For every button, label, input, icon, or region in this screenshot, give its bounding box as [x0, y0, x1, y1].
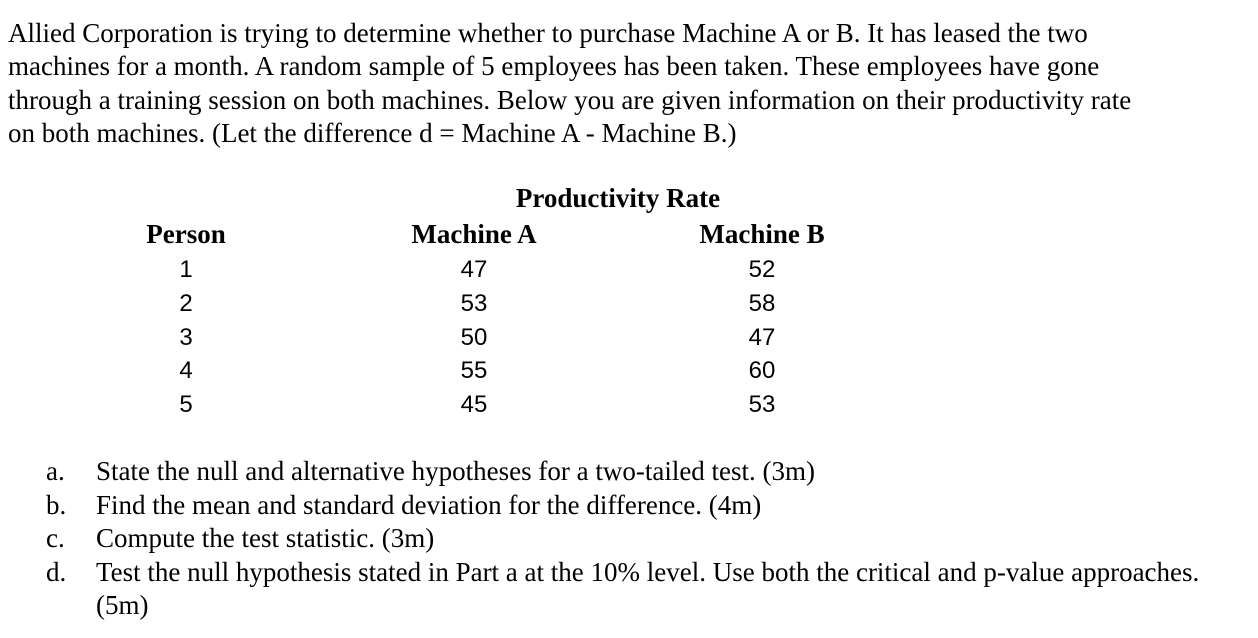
cell-machine-b: 60: [748, 357, 776, 384]
cell-person: 5: [179, 391, 193, 418]
problem-line: machines for a month. A random sample of 5 employees has been taken. These employees have gone: [8, 51, 1100, 82]
problem-line: Allied Corporation is trying to determine whether to purchase Machine A or B. It has leased the two: [8, 18, 1088, 48]
cell-person: 3: [179, 324, 193, 351]
cell-machine-a: 53: [460, 290, 488, 317]
problem-line: through a training session on both machines. Below you are given information on their productivity rate: [8, 84, 1132, 115]
cell-person: 4: [179, 357, 193, 384]
cell-machine-b: 58: [748, 290, 776, 317]
cell-person: 1: [179, 256, 193, 283]
question-item: [0, 455, 1258, 489]
productivity-table: [0, 182, 1258, 422]
column-header-machine-b: Machine B: [699, 219, 825, 249]
question-item: [0, 489, 1258, 523]
question-marker: d.: [46, 556, 67, 587]
question-text: Test the null hypothesis stated in Part a at the 10% level. Use both the critical and p-value approaches. (5m): [96, 556, 1200, 621]
cell-machine-a: 55: [460, 357, 488, 384]
cell-machine-a: 50: [460, 324, 488, 351]
question-item: [0, 522, 1258, 556]
cell-machine-b: 47: [748, 324, 776, 351]
question-text: Compute the test statistic. (3m): [96, 523, 435, 554]
table-group-header: Productivity Rate: [515, 183, 721, 213]
cell-machine-a: 47: [460, 256, 488, 283]
question-text: Find the mean and standard deviation for the difference. (4m): [96, 489, 762, 520]
question-text: State the null and alternative hypotheses for a two-tailed test. (3m): [96, 456, 816, 486]
cell-person: 2: [179, 290, 193, 317]
cell-machine-b: 53: [748, 391, 776, 418]
problem-line: on both machines. (Let the difference d = Machine A - Machine B.): [8, 117, 737, 148]
question-marker: b.: [46, 489, 67, 520]
column-header-machine-a: Machine A: [411, 219, 537, 249]
question-marker: c.: [46, 523, 65, 554]
cell-machine-b: 52: [748, 256, 776, 283]
question-marker: a.: [46, 456, 65, 486]
question-list: [0, 455, 1258, 623]
column-header-person: Person: [146, 219, 226, 249]
problem-statement: [8, 17, 1253, 150]
cell-machine-a: 45: [460, 391, 488, 418]
question-item: [0, 556, 1258, 623]
